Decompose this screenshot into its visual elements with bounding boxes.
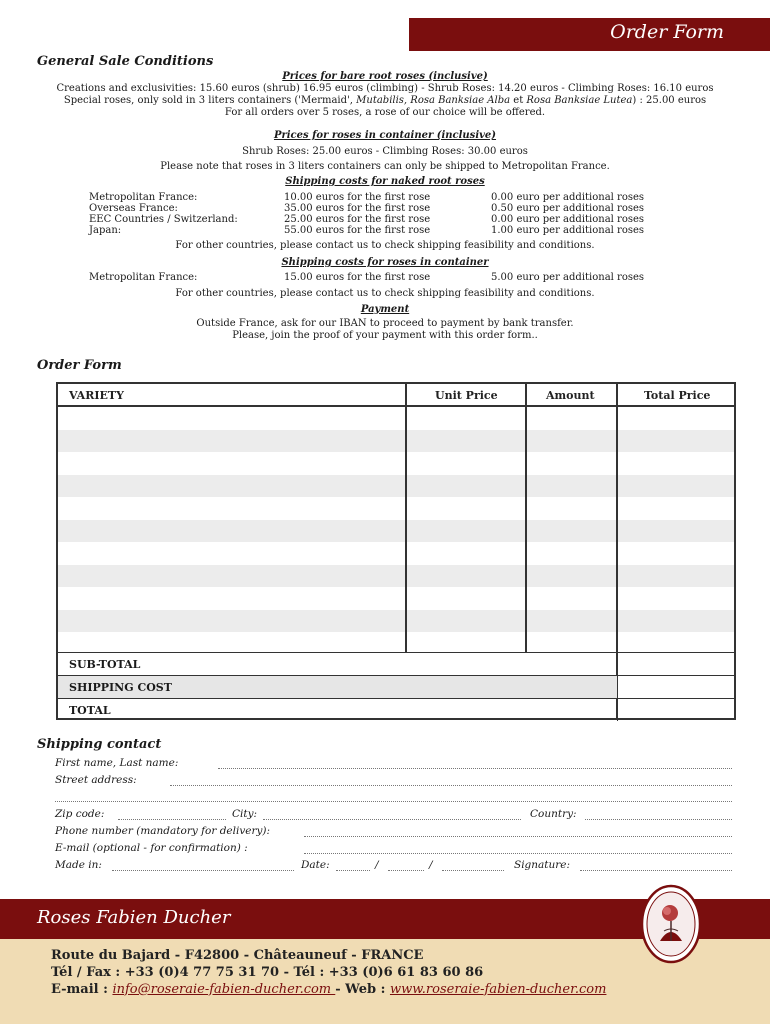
- table-row[interactable]: [58, 587, 734, 610]
- name-field[interactable]: [218, 768, 732, 769]
- web-label: - Web :: [335, 982, 390, 997]
- bare-root-line-2d: Rosa Banksiae Lutea: [526, 95, 633, 106]
- ship-additional: 0.50 euro per additional roses: [491, 203, 645, 214]
- total-label: TOTAL: [69, 704, 111, 717]
- email-field[interactable]: [304, 853, 732, 854]
- street-field-2[interactable]: [55, 801, 732, 802]
- table-row[interactable]: [58, 475, 734, 498]
- street-label: Street address:: [55, 774, 137, 786]
- ship-additional: 5.00 euro per additional roses: [491, 272, 645, 283]
- ship-region: Overseas France:: [89, 203, 178, 214]
- ship-region: Metropolitan France:: [89, 192, 198, 203]
- phone-field[interactable]: [304, 836, 732, 837]
- shipping-naked-heading-text: Shipping costs for naked root roses: [285, 176, 485, 187]
- shipping-cost-label: SHIPPING COST: [69, 681, 172, 694]
- table-row[interactable]: [58, 520, 734, 543]
- ship-first: 55.00 euros for the first rose: [284, 225, 431, 236]
- ship-region: Japan:: [89, 225, 122, 236]
- subtotal-row: [58, 652, 618, 675]
- email-label: E-mail :: [51, 982, 113, 997]
- date-day-field[interactable]: [336, 870, 370, 871]
- payment-block: [0, 304, 770, 342]
- page-title: Order Form: [610, 21, 724, 43]
- total-value[interactable]: [617, 698, 734, 721]
- shipping-cost-row: [58, 675, 618, 698]
- city-field[interactable]: [263, 819, 521, 820]
- ship-additional: 1.00 euro per additional roses: [491, 225, 645, 236]
- table-row[interactable]: [58, 565, 734, 588]
- bare-root-line-2e: ) : 25.00 euros: [632, 95, 707, 106]
- footer-phones: Tél / Fax : +33 (0)4 77 75 31 70 - Tél : +33 (0)6 61 83 60 86: [51, 965, 484, 980]
- shipping-container-heading-text: Shipping costs for roses in container: [281, 257, 489, 268]
- shipping-container-note-text: For other countries, please contact us to check shipping feasibility and conditions.: [175, 288, 595, 299]
- ship-region: EEC Countries / Switzerland:: [89, 214, 238, 225]
- table-row[interactable]: [58, 452, 734, 475]
- ship-region: Metropolitan France:: [89, 272, 198, 283]
- col-divider: [405, 384, 407, 652]
- made-in-field[interactable]: [112, 870, 294, 871]
- bare-root-line-3: For all orders over 5 roses, a rose of our choice will be offered.: [224, 107, 546, 118]
- name-label: First name, Last name:: [55, 757, 179, 769]
- date-slash: /: [429, 859, 433, 871]
- table-row[interactable]: [58, 542, 734, 565]
- shipping-cost-value[interactable]: [617, 675, 734, 698]
- phone-label: Phone number (mandatory for delivery):: [55, 825, 271, 837]
- company-name: Roses Fabien Ducher: [37, 907, 231, 928]
- col-amount: Amount: [546, 389, 595, 402]
- signature-label: Signature:: [514, 859, 571, 871]
- bare-root-line-2a: Special roses, only sold in 3 liters containers ('Mermaid',: [63, 95, 357, 106]
- shipping-naked-heading: [0, 176, 770, 188]
- footer-address: Route du Bajard - F42800 - Châteauneuf - FRANCE: [51, 948, 424, 963]
- col-divider: [525, 384, 527, 652]
- subtotal-value[interactable]: [617, 652, 734, 675]
- total-row: [58, 698, 618, 721]
- shipping-naked-note: [0, 240, 770, 252]
- rose-emblem-icon: [640, 883, 702, 965]
- bare-root-block: [0, 71, 770, 119]
- ship-additional: 0.00 euro per additional roses: [491, 192, 645, 203]
- table-row[interactable]: [58, 407, 734, 430]
- payment-line-2: Please, join the proof of your payment with this order form..: [232, 330, 538, 341]
- country-label: Country:: [530, 808, 577, 820]
- order-form-title: Order Form: [37, 358, 122, 373]
- conditions-title: General Sale Conditions: [37, 54, 214, 69]
- table-row[interactable]: [58, 430, 734, 453]
- ship-first: 35.00 euros for the first rose: [284, 203, 431, 214]
- shipping-container-heading: [0, 257, 770, 269]
- city-label: City:: [232, 808, 258, 820]
- street-field[interactable]: [170, 785, 732, 786]
- date-label: Date:: [301, 859, 330, 871]
- payment-heading: Payment: [360, 304, 410, 315]
- shipping-container-note: [0, 288, 770, 300]
- ship-first: 10.00 euros for the first rose: [284, 192, 431, 203]
- col-total-price: Total Price: [644, 389, 711, 402]
- ship-first: 25.00 euros for the first rose: [284, 214, 431, 225]
- ship-first: 15.00 euros for the first rose: [284, 272, 431, 283]
- bare-root-heading: Prices for bare root roses (inclusive): [282, 71, 488, 82]
- bare-root-line-2c: et: [510, 95, 527, 106]
- email-link[interactable]: info@roseraie-fabien-ducher.com: [112, 982, 336, 997]
- payment-line-1: Outside France, ask for our IBAN to proceed to payment by bank transfer.: [196, 318, 574, 329]
- zip-field[interactable]: [118, 819, 226, 820]
- zip-label: Zip code:: [55, 808, 105, 820]
- date-year-field[interactable]: [442, 870, 504, 871]
- email-label: E-mail (optional - for confirmation) :: [55, 842, 248, 854]
- date-slash: /: [375, 859, 379, 871]
- subtotal-label: SUB-TOTAL: [69, 658, 141, 671]
- contact-title: Shipping contact: [37, 737, 162, 752]
- table-row[interactable]: [58, 610, 734, 633]
- signature-field[interactable]: [580, 870, 732, 871]
- col-unit-price: Unit Price: [435, 389, 498, 402]
- date-month-field[interactable]: [388, 870, 424, 871]
- bare-root-line-2b: Mutabilis, Rosa Banksiae Alba: [356, 95, 511, 106]
- container-block: [0, 130, 770, 173]
- table-header: [58, 384, 734, 407]
- web-link[interactable]: www.roseraie-fabien-ducher.com: [389, 982, 607, 997]
- footer-contact-line: [51, 982, 606, 997]
- container-line-2: Please note that roses in 3 liters containers can only be shipped to Metropolitan France.: [160, 161, 610, 172]
- bare-root-line-2: [0, 95, 770, 107]
- order-table: [56, 382, 736, 720]
- header-bar: [409, 18, 770, 51]
- container-line-1: Shrub Roses: 25.00 euros - Climbing Roses: 30.00 euros: [242, 146, 528, 157]
- country-field[interactable]: [585, 819, 732, 820]
- bare-root-line-1: Creations and exclusivities: 15.60 euros (shrub) 16.95 euros (climbing) - Shrub Roses: 14.20 euros - Climbing Roses: 16.10 euros: [56, 83, 714, 94]
- ship-additional: 0.00 euro per additional roses: [491, 214, 645, 225]
- made-in-label: Made in:: [55, 859, 102, 871]
- footer: [0, 899, 770, 1024]
- table-row[interactable]: [58, 497, 734, 520]
- shipping-naked-note-text: For other countries, please contact us to check shipping feasibility and conditions.: [175, 240, 595, 251]
- col-variety: VARIETY: [69, 389, 124, 402]
- container-heading: Prices for roses in container (inclusive): [273, 130, 497, 141]
